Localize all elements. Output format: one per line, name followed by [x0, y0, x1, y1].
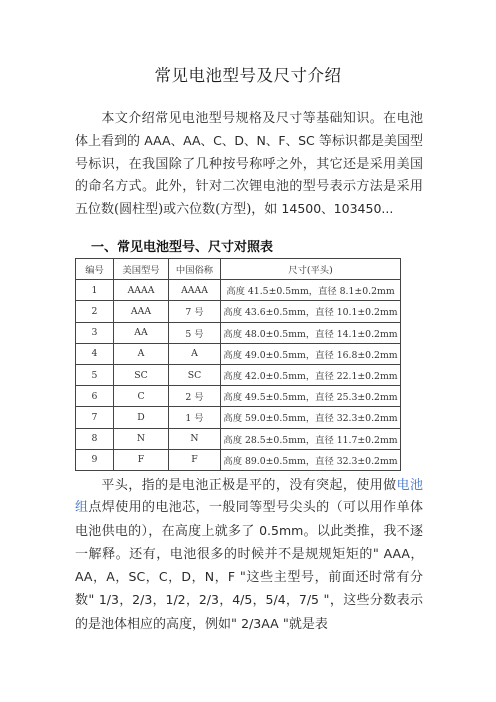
table-row — [76, 449, 401, 470]
body-text-4: "这些主型号，前面还时常有分数" — [75, 570, 423, 609]
cell-number: 9 — [76, 449, 114, 470]
cell-us-model: AA — [114, 322, 169, 343]
battery-size-table — [75, 258, 401, 471]
cell-size: 高度 41.5±0.5mm，直径 8.1±0.2mm — [221, 280, 401, 301]
body-text-2: 点焊使用的电池芯，一般同等型号尖头的（可以用作单体电池供电的），在高度上就多了 — [75, 500, 423, 539]
cell-cn-name: A — [169, 343, 221, 364]
body-fraction-list: 1/3，2/3，1/2，2/3，4/5，5/4，7/5 — [98, 592, 319, 608]
cell-size: 高度 49.5±0.5mm，直径 25.3±0.2mm — [221, 386, 401, 407]
table-row — [76, 386, 401, 407]
cell-size: 高度 89.0±0.5mm，直径 32.3±0.2mm — [221, 449, 401, 470]
cell-number: 3 — [76, 322, 114, 343]
cell-size: 高度 42.0±0.5mm，直径 22.1±0.2mm — [221, 364, 401, 385]
cell-size: 高度 43.6±0.5mm，直径 10.1±0.2mm — [221, 301, 401, 322]
body-text-1: 平头，指的是电池正极是平的，没有突起，使用做 — [101, 478, 397, 493]
cell-cn-name: AAAA — [169, 280, 221, 301]
body-text-5: "，这些分数表示的是池体相应的高度，例如" — [75, 593, 423, 632]
cell-number: 5 — [76, 364, 114, 385]
intro-text-2: 等标识都是美国型号标识，在我国除了几种按号称呼之外，其它还是采用美国的命名方式。此外，针对二次锂电池的型号表示方法是采用五位数(圆柱型)或六位数(方型)，如 — [75, 134, 423, 218]
cell-us-model: N — [114, 428, 169, 449]
table-row — [76, 428, 401, 449]
cell-us-model: C — [114, 386, 169, 407]
intro-text-1: 本文介绍常见电池型号规格及尺寸等基础知识。在电池体上看到的 — [75, 111, 423, 150]
table-row — [76, 280, 401, 301]
cell-cn-name: 7 号 — [169, 301, 221, 322]
battery-pack-link[interactable]: 电池组 — [75, 478, 423, 516]
intro-examples: 14500、103450... — [281, 201, 394, 217]
cell-size: 高度 59.0±0.5mm，直径 32.3±0.2mm — [221, 407, 401, 428]
table-row — [76, 322, 401, 343]
cell-us-model: SC — [114, 364, 169, 385]
cell-number: 8 — [76, 428, 114, 449]
cell-cn-name: F — [169, 449, 221, 470]
body-example-model: 2/3AA — [241, 615, 279, 631]
cell-number: 1 — [76, 280, 114, 301]
table-row — [76, 301, 401, 322]
intro-paragraph — [75, 108, 423, 221]
cell-cn-name: 5 号 — [169, 322, 221, 343]
cell-cn-name: 2 号 — [169, 386, 221, 407]
cell-us-model: AAAA — [114, 280, 169, 301]
cell-number: 7 — [76, 407, 114, 428]
header-us-model: 美国型号 — [114, 259, 169, 280]
intro-codes: AAA、AA、C、D、N、F、SC — [144, 133, 315, 149]
cell-cn-name: N — [169, 428, 221, 449]
cell-number: 2 — [76, 301, 114, 322]
cell-number: 4 — [76, 343, 114, 364]
header-number: 编号 — [76, 259, 114, 280]
page-title: 常见电池型号及尺寸介绍 — [154, 66, 342, 85]
table-row — [76, 343, 401, 364]
cell-us-model: F — [114, 449, 169, 470]
body-value-mm: 0.5mm — [259, 522, 304, 538]
section-heading: 一、常见电池型号、尺寸对照表 — [91, 240, 274, 255]
cell-size: 高度 49.0±0.5mm，直径 16.8±0.2mm — [221, 343, 401, 364]
body-text-6: "就是表 — [278, 616, 328, 632]
table-row — [76, 407, 401, 428]
header-size: 尺寸(平头) — [221, 259, 401, 280]
cell-size: 高度 28.5±0.5mm，直径 11.7±0.2mm — [221, 428, 401, 449]
table-row — [76, 364, 401, 385]
cell-us-model: AAA — [114, 301, 169, 322]
body-paragraph — [75, 475, 423, 636]
body-model-list: AAA，AA，A，SC，C，D，N，F — [75, 545, 423, 585]
cell-us-model: D — [114, 407, 169, 428]
header-cn-name: 中国俗称 — [169, 259, 221, 280]
table-header-row — [76, 259, 401, 280]
cell-number: 6 — [76, 386, 114, 407]
cell-us-model: A — [114, 343, 169, 364]
body-text-3: 。以此类推，我不逐一解释。还有，电池很多的时候并不是规规矩矩的" — [75, 523, 423, 562]
cell-cn-name: 1 号 — [169, 407, 221, 428]
cell-size: 高度 48.0±0.5mm，直径 14.1±0.2mm — [221, 322, 401, 343]
cell-cn-name: SC — [169, 364, 221, 385]
